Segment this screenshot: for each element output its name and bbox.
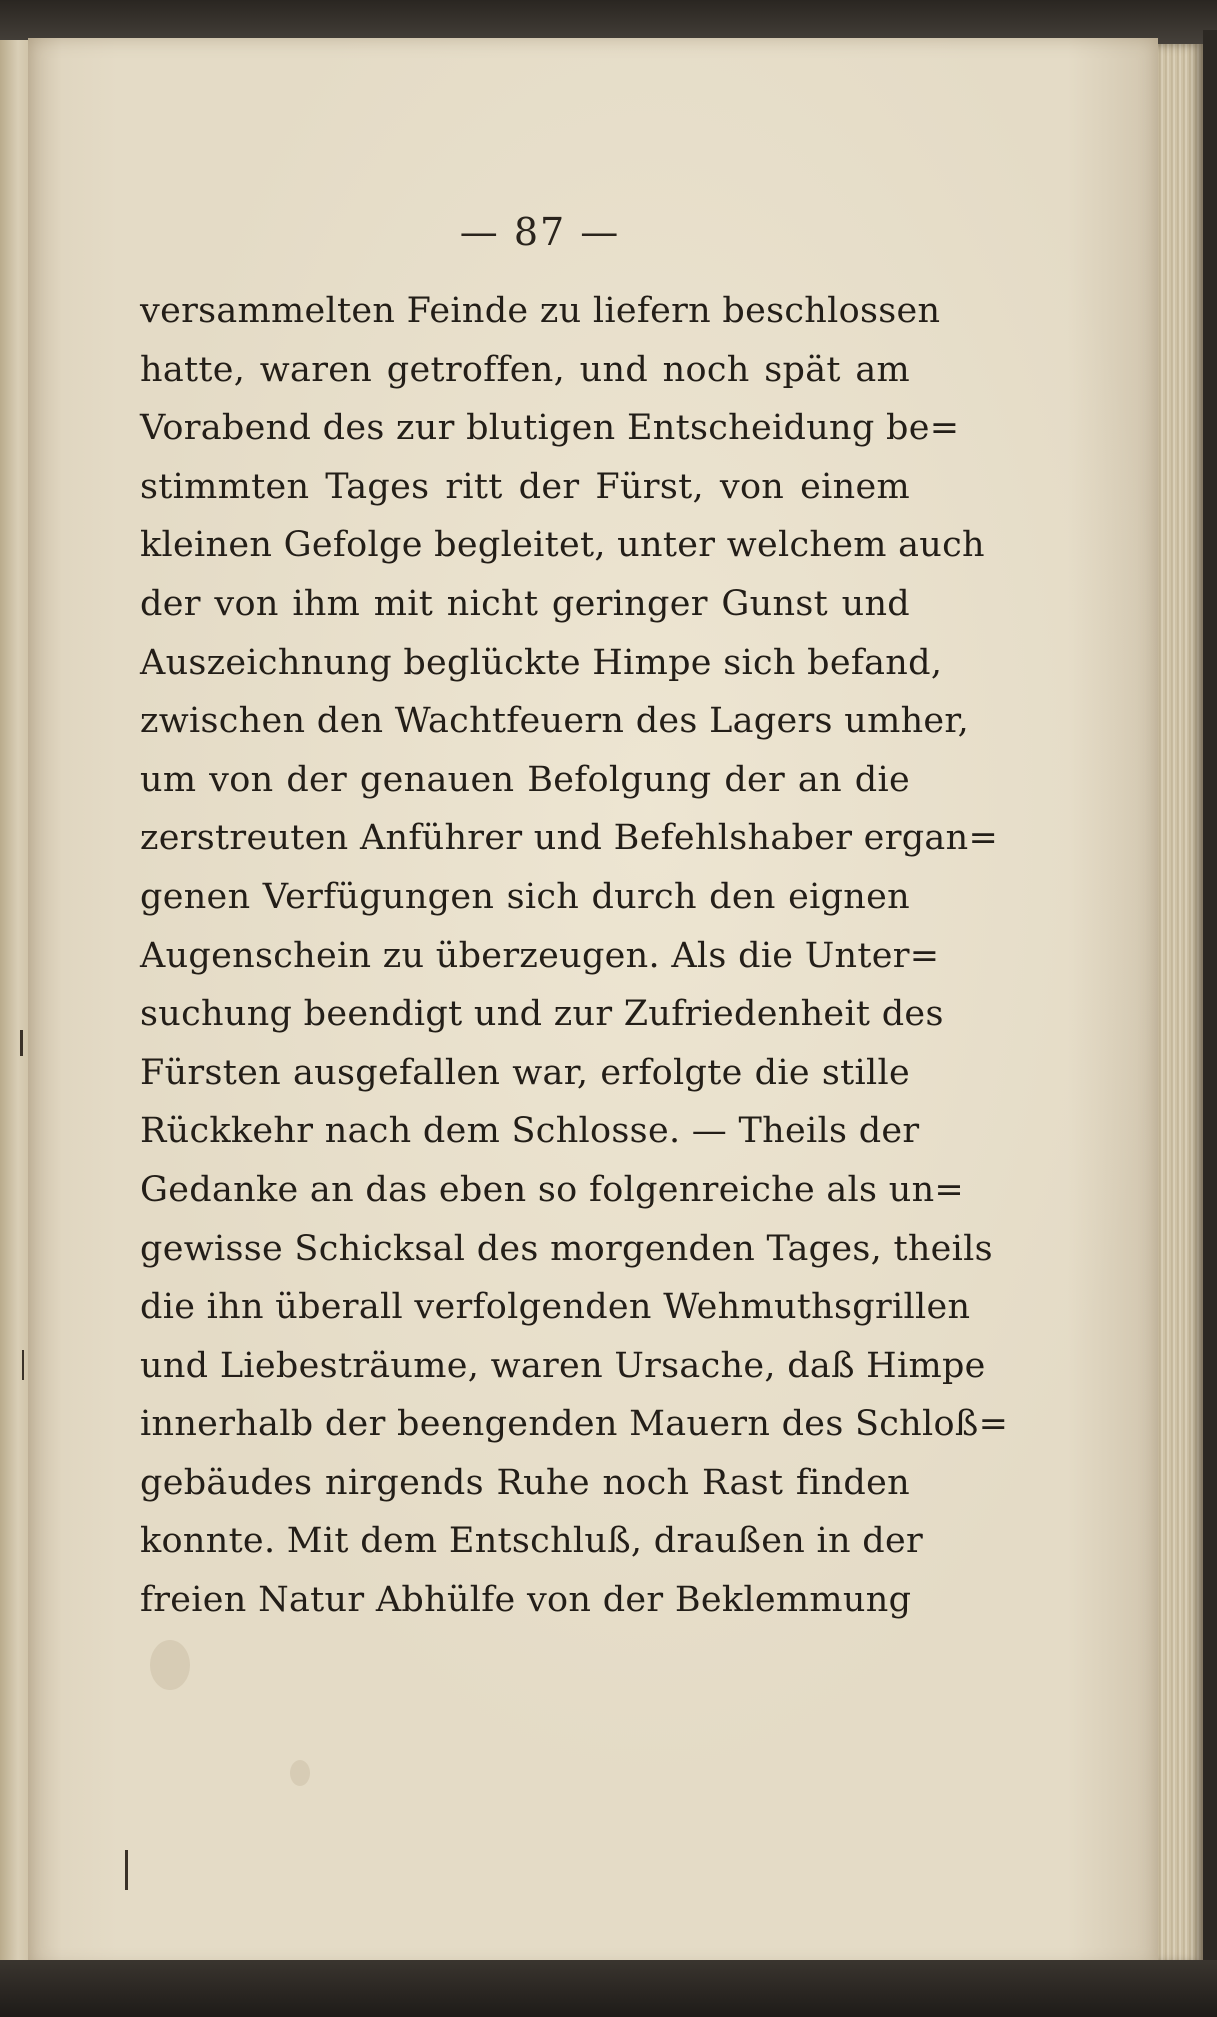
page-stack-edge	[1158, 44, 1203, 1964]
text-line: gewisse Schicksal des morgenden Tages, theils	[140, 1228, 993, 1269]
text-line: Augenschein zu überzeugen. Als die Unter=	[140, 935, 940, 976]
text-line: kleinen Gefolge begleitet, unter welchem auch	[140, 525, 985, 566]
text-line: um von der genauen Befolgung der an die	[140, 759, 910, 800]
text-line: Gedanke an das eben so folgenreiche als un=	[140, 1169, 965, 1210]
text-line: Rückkehr nach dem Schlosse. — Theils der	[140, 1111, 920, 1152]
text-line: freien Natur Abhülfe von der Beklemmung	[140, 1580, 912, 1621]
text-line: Fürsten ausgefallen war, erfolgte die stille	[140, 1052, 910, 1093]
paper-stain	[150, 1640, 190, 1690]
body-text	[140, 282, 1009, 1630]
ink-speck	[22, 1350, 24, 1380]
ink-speck	[20, 1030, 23, 1056]
text-line: innerhalb der beengenden Mauern des Schloß=	[140, 1404, 1009, 1445]
book-binding	[1203, 30, 1217, 1975]
text-line: hatte, waren getroffen, und noch spät am	[140, 349, 910, 390]
text-line: zerstreuten Anführer und Befehlshaber ergan=	[140, 818, 999, 859]
book-bottom-edge	[0, 1960, 1217, 2017]
text-line: suchung beendigt und zur Zufriedenheit des	[140, 994, 944, 1035]
paper-stain	[290, 1760, 310, 1786]
text-line: der von ihm mit nicht geringer Gunst und	[140, 583, 910, 624]
text-line: konnte. Mit dem Entschluß, draußen in der	[140, 1521, 923, 1562]
text-line: zwischen den Wachtfeuern des Lagers umher,	[140, 701, 970, 742]
text-line: die ihn überall verfolgenden Wehmuthsgrillen	[140, 1287, 971, 1328]
text-line: Vorabend des zur blutigen Entscheidung be=	[140, 408, 960, 449]
ink-speck	[125, 1850, 128, 1890]
text-line: und Liebesträume, waren Ursache, daß Himpe	[140, 1345, 986, 1386]
text-line: versammelten Feinde zu liefern beschlossen	[140, 291, 941, 331]
text-line: stimmten Tages ritt der Fürst, von einem	[140, 466, 910, 507]
page-number: — 87 —	[459, 210, 621, 254]
text-line: Auszeichnung beglückte Himpe sich befand,	[140, 642, 943, 683]
text-line: genen Verfügungen sich durch den eignen	[140, 876, 910, 917]
text-line: gebäudes nirgends Ruhe noch Rast finden	[140, 1462, 910, 1503]
left-page-edge	[0, 40, 30, 1965]
